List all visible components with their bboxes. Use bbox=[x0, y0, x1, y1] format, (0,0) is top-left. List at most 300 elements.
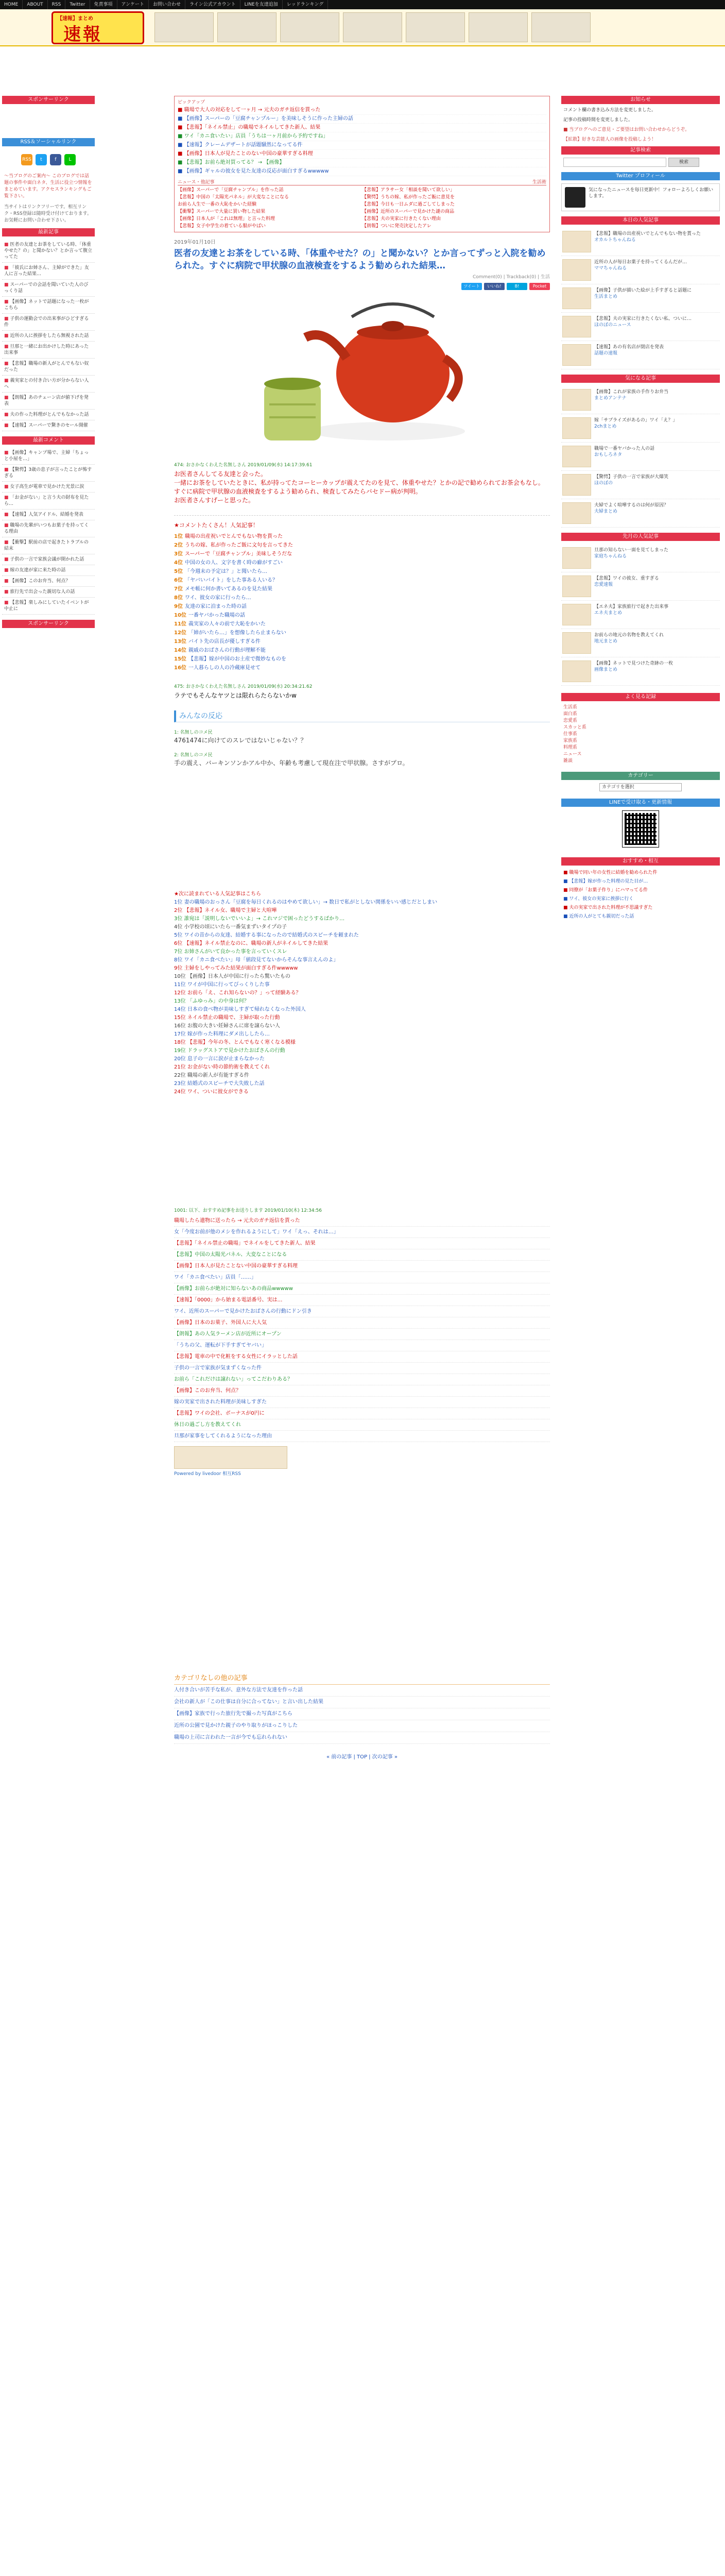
pickup-heading: ピックアップ bbox=[178, 100, 205, 105]
feed-title[interactable]: 職場で一番ヤバかった人の話 bbox=[594, 446, 655, 451]
news-link-right[interactable]: 【画像】近所のスーパーで見かけた謎の商品 bbox=[362, 209, 455, 214]
feed-item[interactable] bbox=[561, 499, 720, 528]
category-link[interactable]: 家族系 bbox=[563, 738, 578, 743]
ranking-item[interactable] bbox=[174, 558, 550, 567]
recent-comment-link[interactable]: 嫁の友達が家に来た時の話 bbox=[10, 568, 66, 573]
recommended-article-link[interactable]: 2位 【悲報】ネイル女、職場で主婦と大喧嘩 bbox=[174, 908, 277, 913]
rss-article-link[interactable]: ワイ、近所のスーパーで見かけたおばさんの行動にドン引き bbox=[174, 1306, 550, 1317]
recommended-article-link[interactable]: 7位 お姉さんがいて良かった事を言っていくスレ bbox=[174, 949, 287, 955]
feed-item[interactable] bbox=[561, 629, 720, 657]
news-link-left[interactable]: 【悲報】女子中学生の着ている服がやばい bbox=[178, 224, 266, 229]
recommended-article-link[interactable]: 19位 ドラッグストアで見かけたおばさんの行動 bbox=[174, 1048, 285, 1054]
top-nav-link[interactable]: RSS bbox=[48, 0, 66, 9]
popular-ranking bbox=[174, 515, 550, 672]
blog-intro: 〜当ブログのご案内〜 このブログでは話題の事件や面白ネタ、生活に役立つ情報をまとめています。アクセスランキングもご覧下さい。 bbox=[4, 174, 92, 199]
recent-comment-item[interactable] bbox=[2, 465, 95, 482]
recommended-article-link[interactable]: 16位 お腹の大きい妊婦さんに席を譲らない人 bbox=[174, 1023, 280, 1029]
feed-source[interactable]: まとめアンテナ bbox=[594, 396, 627, 401]
recent-articles-list bbox=[2, 240, 95, 431]
feed-title[interactable]: 旦那の知らない一面を見てしまった bbox=[594, 548, 669, 553]
news-link-right[interactable]: 【驚愕】うちの嫁、私が作ったご飯に意見を bbox=[362, 195, 455, 200]
top-nav-link[interactable]: お問い合わせ bbox=[149, 0, 185, 9]
top-nav-link[interactable]: HOME bbox=[0, 0, 23, 9]
site-logo[interactable] bbox=[51, 11, 144, 44]
bullet-icon: ■ bbox=[4, 557, 10, 562]
recent-article-item[interactable] bbox=[2, 420, 95, 431]
header-ad-banner[interactable] bbox=[343, 12, 402, 42]
rss-article-link[interactable]: 【画像】日本のお菓子、外国人に大人気 bbox=[174, 1317, 550, 1329]
recommended-article-link[interactable]: ★次に読まれている人気記事はこちら bbox=[174, 891, 261, 897]
recommend-link[interactable]: ■ 夫の実家で出された料理が不思議すぎた bbox=[563, 905, 653, 910]
recent-article-item[interactable] bbox=[2, 280, 95, 297]
top-nav-link[interactable]: アンケート bbox=[117, 0, 149, 9]
facebook-icon[interactable]: f bbox=[50, 154, 61, 165]
recent-comment-link[interactable]: 「お金がない」と言う夫の財布を見たら… bbox=[4, 495, 89, 506]
recommended-article-link[interactable]: 18位 【悲報】今年の冬、とんでもなく寒くなる模様 bbox=[174, 1040, 296, 1045]
ranking-link[interactable]: 「姉がいたら…」を想像したら止まらない bbox=[188, 630, 286, 636]
rss-article-link[interactable]: 【悲報】ワイの会社、ボーナスが0円に bbox=[174, 1408, 550, 1419]
recommend-link[interactable]: ■ 職場で同い年の女性に結婚を勧められた件 bbox=[563, 870, 658, 875]
bullet-icon: ■ bbox=[4, 512, 10, 517]
ranking-link[interactable]: メモ帳に何か書いてあるのを見た結果 bbox=[184, 586, 272, 592]
recent-article-link[interactable]: 医者の友達とお茶をしている時、「体重やせた？の」と聞かない？とか言って腹立ってた bbox=[4, 242, 93, 260]
recent-comment-link[interactable]: 【速報】人気アイドル、結婚を発表 bbox=[10, 512, 83, 517]
recent-article-link[interactable]: 近所の人に挨拶をしたら無視された話 bbox=[10, 333, 89, 338]
feed-thumbnail bbox=[562, 316, 591, 337]
recent-comment-link[interactable]: 女子高生が電車で見かけた光景に涙 bbox=[10, 484, 84, 489]
rss-article-link[interactable]: 【悲報】「ネイル禁止の職場」でネイルをしてきた新人、結果 bbox=[174, 1238, 550, 1249]
recent-article-link[interactable]: 【画像】ネットで話題になった一枚がこちら bbox=[4, 299, 89, 311]
recommended-article-link[interactable]: 6位 【速報】ネイル禁止なのに、職場の新人がネイルしてきた結果 bbox=[174, 941, 329, 946]
top-nav-link[interactable]: LINEを友達追加 bbox=[240, 0, 283, 9]
pocket-button[interactable]: Pocket bbox=[529, 283, 550, 290]
pickup-link[interactable]: ■ ワイ「カニ食いたい」店員「うちは一ヶ月前から予約ですね」 bbox=[178, 132, 546, 141]
feed-title[interactable]: 近所の人が毎日お菓子を持ってくるんだが… bbox=[594, 260, 687, 265]
rss-header: 1001: 以下、おすすめ記事をお送りします 2019/01/10(木) 12:34:56 bbox=[174, 1208, 322, 1213]
feed-source[interactable]: ママちゃんねる bbox=[594, 266, 627, 271]
category-link[interactable]: 雑談 bbox=[563, 758, 573, 764]
rss-article-link[interactable]: お前ら「これだけは譲れない」ってこだわりある？ bbox=[174, 1374, 550, 1385]
recommended-article-link[interactable]: 8位 ワイ「カニ食べたい」母「値段見てないからそんな事言えんのよ」 bbox=[174, 957, 339, 963]
news-link-right[interactable]: 【悲報】アラサー女「相談を聞いて欲しい」 bbox=[362, 188, 455, 193]
other-article-link[interactable]: 近所の公園で見かけた親子のやり取りがほっこりした bbox=[174, 1720, 550, 1732]
news-heading-left: ニュース・他記事 bbox=[178, 180, 215, 185]
news-link-right[interactable]: 【悲報】夫の実家に行きたくない理由 bbox=[362, 216, 441, 222]
recent-article-link[interactable]: 義実家との付き合い方が分からない人へ bbox=[4, 378, 89, 389]
recommended-ranking-list bbox=[174, 890, 550, 1096]
info-text: 記事の投稿時間を変更しました。 bbox=[563, 117, 633, 123]
rss-article-link[interactable]: 休日の過ごし方を教えてくれ bbox=[174, 1419, 550, 1431]
rss-article-link[interactable]: 【画像】お前らが絶対に知らないあの商品wwwww bbox=[174, 1283, 550, 1295]
ranking-link[interactable]: 一番ヤバかった職場の話 bbox=[188, 613, 245, 618]
feed-item[interactable] bbox=[561, 284, 720, 313]
line-qr-code[interactable] bbox=[623, 811, 659, 847]
feed-item[interactable] bbox=[561, 572, 720, 601]
response-line: すぐに病院で甲状腺の血液検査をするよう勧められ、検査してみたらバセドー病が判明。 bbox=[174, 488, 422, 495]
feed-title[interactable]: 【悲報】ワイの彼女、重すぎる bbox=[594, 576, 659, 581]
recent-article-link[interactable]: 旦那と一緒にお出かけした時にあった出来事 bbox=[4, 344, 89, 355]
bullet-icon: ■ bbox=[4, 242, 10, 247]
feed-item[interactable] bbox=[561, 228, 720, 256]
pickup-link[interactable]: ■ 【画像】ギャルの彼女を見た友達の反応が面白すぎるwwwww bbox=[178, 167, 546, 176]
logo-subtitle: 【速報】まとめ bbox=[57, 16, 93, 22]
ranking-link[interactable]: うちの嫁、私が作ったご飯に文句を言ってきた bbox=[184, 543, 293, 548]
ranking-link[interactable]: 一人暮らしの人の冷蔵庫見せて bbox=[188, 665, 261, 671]
recommended-article-link[interactable]: 14位 日本の食べ物が美味しすぎて帰れなくなった外国人 bbox=[174, 1007, 306, 1012]
article-title[interactable]: 医者の友達とお茶をしている時、「体重やせた？の」と聞かない？とか言ってずっと入院を勧められた。すぐに病院で甲状腺の血液検査をするよう勧められた結果… bbox=[174, 248, 546, 271]
ranking-item[interactable] bbox=[174, 594, 550, 602]
recommend-link[interactable]: ■ 【悲報】嫁が作った料理の見た目が… bbox=[563, 879, 648, 884]
feed-title[interactable]: 【速報】あの有名店が閉店を発表 bbox=[594, 345, 664, 350]
recommended-article-link[interactable]: 9位 主婦をしやってみた結果が面白すぎる件wwwww bbox=[174, 965, 298, 971]
ranking-item[interactable] bbox=[174, 602, 550, 611]
share-buttons bbox=[174, 283, 550, 291]
recommended-article-link[interactable]: 23位 結婚式のスピーチで大失敗した話 bbox=[174, 1081, 265, 1087]
news-link-left[interactable]: 【衝撃】スーパーで大量に買い物した結果 bbox=[178, 209, 266, 214]
category-link[interactable]: 生活系 bbox=[563, 705, 578, 710]
category-link[interactable]: スカッと系 bbox=[563, 725, 586, 730]
recent-comment-link[interactable]: 【悲報】楽しみにしていたイベントが中止に bbox=[4, 600, 89, 612]
ranking-item[interactable] bbox=[174, 567, 550, 576]
recent-comment-item[interactable] bbox=[2, 510, 95, 520]
feed-title[interactable]: 夫婦でよく喧嘩するのは何が原因？ bbox=[594, 503, 669, 508]
feed-source[interactable]: 地元まとめ bbox=[594, 639, 618, 644]
top-nav-link[interactable]: レッドランキング bbox=[283, 0, 329, 9]
section-title-info: お知らせ bbox=[561, 96, 720, 104]
feed-title[interactable]: 【悲報】夫の実家に行きたくない私、ついに… bbox=[594, 316, 692, 321]
rss-powered-by[interactable]: Powered by livedoor 相互RSS bbox=[174, 1471, 241, 1477]
news-row bbox=[178, 187, 546, 194]
ranking-number: 7位 bbox=[174, 586, 183, 592]
other-article-link[interactable]: 【画像】家族で行った旅行先で撮った写真がこちら bbox=[174, 1708, 550, 1720]
feed-thumbnail bbox=[562, 474, 591, 496]
recent-article-item[interactable] bbox=[2, 314, 95, 331]
ranking-item[interactable] bbox=[174, 585, 550, 594]
twitter-profile[interactable] bbox=[561, 183, 720, 211]
ranking-number: 10位 bbox=[174, 613, 186, 618]
article-date: 2019年01月10日 bbox=[174, 240, 216, 245]
line-icon[interactable]: L bbox=[64, 154, 76, 165]
hatena-button[interactable]: B! bbox=[507, 283, 527, 290]
recent-article-item[interactable] bbox=[2, 393, 95, 410]
feed-title[interactable]: 【画像】子供が描いた絵が上手すぎると話題に bbox=[594, 288, 692, 293]
rss-icon[interactable]: RSS bbox=[21, 154, 32, 165]
category-link[interactable]: 仕事系 bbox=[563, 732, 578, 737]
feed-source[interactable]: おもしろネタ bbox=[594, 452, 623, 457]
news-link-left[interactable]: お前ら人生で一番の大恥をかいた経験 bbox=[178, 202, 257, 207]
ranking-item[interactable] bbox=[174, 646, 550, 655]
header-ad-banner[interactable] bbox=[531, 12, 591, 42]
feed-thumbnail bbox=[562, 446, 591, 467]
ranking-item[interactable] bbox=[174, 637, 550, 646]
rss-article-link[interactable]: 【朗報】あの人気ラーメン店が近所にオープン bbox=[174, 1329, 550, 1340]
feed-title[interactable]: 【悲報】職場の出産祝いでとんでもない物を貰った bbox=[594, 231, 701, 236]
feed-title[interactable]: 嫁「サプライズがあるの」ワイ「え？」 bbox=[594, 418, 678, 423]
feed-thumbnail bbox=[562, 287, 591, 309]
ranking-link[interactable]: 【悲報】嫁が中国のお土産で微妙なものを bbox=[188, 656, 286, 662]
rss-article-link[interactable]: 旦那が家事をしてくれるようになった理由 bbox=[174, 1431, 550, 1442]
feed-source[interactable]: エネ夫まとめ bbox=[594, 611, 623, 616]
recent-comment-item[interactable] bbox=[2, 598, 95, 615]
other-article-link[interactable]: 職場の上司に言われた一言が今でも忘れられない bbox=[174, 1732, 550, 1744]
recommended-article-link[interactable]: 12位 お前ら「え、これ知らないの？」って経験ある？ bbox=[174, 990, 301, 996]
recent-article-item[interactable] bbox=[2, 297, 95, 314]
bullet-icon: ■ bbox=[4, 344, 10, 349]
ranking-item[interactable] bbox=[174, 541, 550, 550]
feed-source[interactable]: オカルトちゃんねる bbox=[594, 238, 636, 243]
feed-title[interactable]: 【画像】ネットで見つけた奇跡の一枚 bbox=[594, 661, 674, 666]
rss-article-link[interactable]: 【画像】日本人が見たことない中国の豪華すぎる料理 bbox=[174, 1261, 550, 1272]
feed-item[interactable] bbox=[561, 414, 720, 443]
news-link-right[interactable]: 【悲報】今日も一日ムダに過ごしてしまった bbox=[362, 202, 455, 207]
bullet-icon: ■ bbox=[4, 412, 10, 417]
bullet-icon: ■ bbox=[4, 378, 10, 383]
news-row bbox=[178, 215, 546, 223]
rss-article-link[interactable]: 「うちの父、運転が下手すぎてヤバい」 bbox=[174, 1340, 550, 1351]
header-ad-banner[interactable] bbox=[469, 12, 528, 42]
search-button[interactable]: 検索 bbox=[668, 158, 699, 167]
recommend-link[interactable]: ■ ワイ、彼女の実家に挨拶に行く bbox=[563, 896, 634, 902]
rss-banner[interactable] bbox=[174, 1446, 287, 1469]
feed-source[interactable]: 2chまとめ bbox=[594, 424, 617, 429]
category-link[interactable]: 面白系 bbox=[563, 711, 578, 717]
pickup-link[interactable]: ■ 【悲報】「ネイル禁止」の職場でネイルしてきた新人、結果 bbox=[178, 124, 546, 132]
article-meta[interactable]: Comment(0) | Trackback(0) | 生活 bbox=[472, 275, 550, 280]
recent-comment-item[interactable] bbox=[2, 493, 95, 510]
ranking-item[interactable] bbox=[174, 532, 550, 541]
ranking-link[interactable]: 親戚のおばさんの行動が理解不能 bbox=[188, 648, 266, 653]
main-content bbox=[174, 96, 550, 1760]
recommended-article-link[interactable]: 13位 「ふゆっみ」の中身は何？ bbox=[174, 998, 249, 1004]
recommended-article-link[interactable]: 17位 嫁が作った料理にダメ出ししたら… bbox=[174, 1031, 270, 1037]
rss-article-link[interactable]: 女「今度お前が他のメシを作れるようにして」ワイ「えっ、それは…」 bbox=[174, 1227, 550, 1238]
feed-text bbox=[594, 287, 692, 309]
category-link[interactable]: ニュース bbox=[563, 752, 582, 757]
section-title-category: カテゴリー bbox=[561, 772, 720, 780]
ranking-item[interactable] bbox=[174, 664, 550, 672]
recent-article-item[interactable] bbox=[2, 342, 95, 359]
feed-item[interactable] bbox=[561, 471, 720, 499]
news-link-left[interactable]: 【画像】日本人が「これは無理」と言った料理 bbox=[178, 216, 275, 222]
feed-item[interactable] bbox=[561, 386, 720, 414]
bullet-icon: ■ bbox=[4, 540, 10, 545]
ranking-link[interactable]: 職場の出産祝いでとんでもない物を貰った bbox=[184, 534, 283, 539]
ranking-item[interactable] bbox=[174, 611, 550, 620]
recent-comment-link[interactable]: 旅行先で出会った親切な人の話 bbox=[10, 589, 75, 595]
rss-article-link[interactable]: 嫁の実家で出された料理が美味しすぎた bbox=[174, 1397, 550, 1408]
ranking-item[interactable] bbox=[174, 629, 550, 637]
ranking-number: 9位 bbox=[174, 604, 183, 609]
ranking-link[interactable]: バイト先の店長が優しすぎる件 bbox=[188, 639, 261, 645]
feed-item[interactable] bbox=[561, 657, 720, 686]
ranking-link[interactable]: 友達の家に泊まった時の話 bbox=[184, 604, 247, 609]
recent-article-item[interactable] bbox=[2, 240, 95, 263]
news-link-left[interactable]: 【悲報】中国の「太陽光パネル」が大変なことになる bbox=[178, 195, 289, 200]
feed-title[interactable]: 【驚愕】子供の一言で家族が大爆笑 bbox=[594, 474, 669, 480]
recent-comment-item[interactable] bbox=[2, 576, 95, 587]
recent-comment-item[interactable] bbox=[2, 554, 95, 565]
feed-text bbox=[594, 446, 654, 467]
info-text: 【拡散】好きな芸能人の画像を投稿しよう！ bbox=[563, 137, 657, 142]
rss-article-link[interactable]: 【悲報】電車の中で化粧をする女性にイラッとした話 bbox=[174, 1351, 550, 1363]
ranking-link[interactable]: 中国の女の人、文字を書く時の癖がすごい bbox=[184, 560, 283, 566]
recent-comment-link[interactable]: 【画像】キャンプ場で、主婦「ちょっと小屋を…」 bbox=[4, 450, 89, 462]
recent-comment-link[interactable]: 【驚愕】3歳の息子が言ったことが怖すぎる bbox=[4, 467, 92, 479]
category-select[interactable]: カテゴリを選択 bbox=[599, 783, 682, 791]
recent-article-link[interactable]: 「彼氏にお姉さん、主婦ができた」友人に言った結果… bbox=[4, 265, 89, 277]
feed-source[interactable]: 話題の速報 bbox=[594, 351, 618, 356]
other-article-link[interactable]: 人付き合いが苦手な私が、意外な方法で友達を作った話 bbox=[174, 1685, 550, 1697]
ranking-item[interactable] bbox=[174, 550, 550, 558]
rss-feed-box bbox=[174, 1207, 550, 1477]
ranking-link[interactable]: ワイ、彼女の家に行ったら… bbox=[184, 595, 251, 601]
recent-article-item[interactable] bbox=[2, 410, 95, 420]
feed-item[interactable] bbox=[561, 313, 720, 341]
feed-item[interactable] bbox=[561, 256, 720, 284]
news-row bbox=[178, 201, 546, 208]
feed-source[interactable]: 生活まとめ bbox=[594, 294, 618, 299]
feed-item[interactable] bbox=[561, 443, 720, 471]
other-article-link[interactable]: 会社の新人が「この仕事は自分に合ってない」と言い出した結果 bbox=[174, 1697, 550, 1708]
header-ad-banner[interactable] bbox=[280, 12, 339, 42]
ranking-item[interactable] bbox=[174, 620, 550, 629]
recommended-article-link[interactable]: 4位 小学校の頃にいたら一番気まずいタイプの子 bbox=[174, 924, 287, 930]
feed-item[interactable] bbox=[561, 341, 720, 369]
recent-comment-link[interactable]: 【画像】このお弁当、何点？ bbox=[10, 579, 71, 584]
sns-links bbox=[2, 149, 95, 170]
recommend-link[interactable]: ■ 同僚が「お菓子作り」にハマってる件 bbox=[563, 888, 648, 893]
feed-source[interactable]: 恋愛速報 bbox=[594, 582, 613, 587]
feed-thumbnail bbox=[562, 344, 591, 366]
recent-comment-item[interactable] bbox=[2, 587, 95, 598]
recent-article-link[interactable]: 夫の作った料理がとんでもなかった話 bbox=[10, 412, 89, 417]
recent-article-link[interactable]: 【朗報】あのチェーン店が値下げを発表 bbox=[4, 395, 89, 406]
rss-article-link[interactable]: 子供の一言で家族が気まずくなった件 bbox=[174, 1363, 550, 1374]
ranking-link[interactable]: 「ヤバいバイト」をした事ある人いる？ bbox=[184, 578, 278, 583]
recent-article-item[interactable] bbox=[2, 331, 95, 342]
top-nav-link[interactable]: ABOUT bbox=[23, 0, 47, 9]
recent-comment-item[interactable] bbox=[2, 448, 95, 465]
recent-comment-link[interactable]: 職場の先輩がいつもお菓子を持ってくる理由 bbox=[4, 523, 89, 534]
news-link-left[interactable]: 【画像】スーパーで「豆腐チャンプル」を作った話 bbox=[178, 188, 284, 193]
recent-article-item[interactable] bbox=[2, 359, 95, 376]
tweet-button[interactable]: ツイート bbox=[461, 283, 482, 290]
feed-source[interactable]: 家庭ちゃんねる bbox=[594, 554, 627, 559]
rss-article-link[interactable]: 職場したら遺物に送ったら → 元夫のガチ返信を貰った bbox=[174, 1215, 550, 1227]
ranking-link[interactable]: 義実家の人々の前で大恥をかいた bbox=[188, 621, 266, 627]
pickup-link[interactable]: ■ 【画像】日本人が見たことのない中国の豪華すぎる料理 bbox=[178, 150, 546, 159]
recent-article-link[interactable]: 【速報】スーパーで驚きのセール開催 bbox=[10, 423, 88, 428]
twitter-icon[interactable]: t bbox=[36, 154, 47, 165]
top-nav-link[interactable]: ライン公式アカウント bbox=[185, 0, 240, 9]
feed-title[interactable]: 【画像】これが家族の手作りお弁当 bbox=[594, 389, 669, 395]
pickup-link[interactable]: ■ 【画像】スーパーの「豆腐チャンプルー」を美味しそうに作った主婦の話 bbox=[178, 115, 546, 124]
ranking-item[interactable] bbox=[174, 576, 550, 585]
recommended-article-link[interactable]: 10位 【画像】日本人が中国に行ったら驚いたもの bbox=[174, 974, 290, 979]
other-articles-list bbox=[174, 1685, 550, 1744]
rss-article-link[interactable]: ワイ「カニ食べたい」店員「……」 bbox=[174, 1272, 550, 1283]
reaction-list bbox=[174, 728, 550, 768]
ranking-item[interactable] bbox=[174, 655, 550, 664]
recent-article-link[interactable]: 子供の運動会での出来事がひどすぎる件 bbox=[4, 316, 89, 328]
recent-article-link[interactable]: 【悲報】職場の新人がとんでもない奴だった bbox=[4, 361, 89, 372]
feed-item[interactable] bbox=[561, 544, 720, 572]
recent-comment-item[interactable] bbox=[2, 565, 95, 576]
rss-article-link[interactable]: 【速報】「0000」から始まる電話番号、実は… bbox=[174, 1295, 550, 1306]
feed-source[interactable]: 画像まとめ bbox=[594, 667, 618, 672]
feed-title[interactable]: お前らの地元の名物を教えてくれ bbox=[594, 633, 664, 638]
info-text: ■ 当ブログへのご意見・ご要望はお問い合わせからどうぞ。 bbox=[563, 127, 690, 132]
rss-article-link[interactable]: 【画像】このお弁当、何点？ bbox=[174, 1385, 550, 1397]
recent-comment-item[interactable] bbox=[2, 482, 95, 493]
recommended-article-link[interactable]: 21位 お金がない時の節約術を教えてくれ bbox=[174, 1064, 270, 1070]
feed-source[interactable]: ほのぼの bbox=[594, 481, 613, 486]
bullet-icon: ■ bbox=[4, 423, 10, 428]
recent-article-item[interactable] bbox=[2, 376, 95, 393]
category-link[interactable]: 料理系 bbox=[563, 745, 578, 750]
recommended-article-link[interactable]: 5位 ワイの昔からの友達、結婚する事になったので結婚式のスピーチを頼まれた bbox=[174, 933, 359, 938]
pager[interactable]: « 前の記事 | TOP | 次の記事 » bbox=[326, 1754, 398, 1760]
category-link[interactable]: 恋愛系 bbox=[563, 718, 578, 723]
recommended-article-link[interactable]: 11位 ワイが中国に行ってびっくりした事 bbox=[174, 982, 270, 988]
recommended-article-link[interactable]: 24位 ワイ、ついに彼女ができる bbox=[174, 1089, 249, 1095]
feed-item[interactable] bbox=[561, 601, 720, 629]
recent-comment-link[interactable]: 子供の一言で家族会議が開かれた話 bbox=[10, 557, 84, 562]
section-title-popular3: 先月の人気記事 bbox=[561, 533, 720, 541]
recommended-article-link[interactable]: 1位 妻の職場のおっさん「豆腐を毎日くれるのはやめて欲しい」→ 数日で私がとしない関係をいい感じだとしまい bbox=[174, 900, 438, 905]
feed-thumbnail bbox=[562, 604, 591, 625]
header-ad-banner[interactable] bbox=[406, 12, 465, 42]
pickup-link[interactable]: ■ 【悲報】お前ら絶対買ってる？ → 【画像】 bbox=[178, 159, 546, 167]
reaction-header: 2: 名無しのコメ民 bbox=[174, 753, 213, 758]
recent-comment-link[interactable]: 【衝撃】駅前の店で起きたトラブルの結末 bbox=[4, 540, 89, 551]
recent-article-link[interactable]: スーパーでの会話を聞いていた人のびっくり話 bbox=[4, 282, 89, 294]
feed-thumbnail bbox=[562, 259, 591, 281]
header-ad-banner[interactable] bbox=[217, 12, 277, 42]
ranking-number: 2位 bbox=[174, 543, 183, 548]
feed-title[interactable]: 【エネ夫】家族旅行で起きた出来事 bbox=[594, 604, 669, 609]
ad-space bbox=[174, 1096, 550, 1199]
rss-article-link[interactable]: 【悲報】中国の太陽光パネル、大変なことになる bbox=[174, 1249, 550, 1261]
pickup-link[interactable]: ■ 職場で大人の対応をして一ヶ月 → 元夫のガチ返信を貰った bbox=[178, 106, 546, 115]
pickup-link[interactable]: ■ 【速報】クレームデザートが話題騒然になってる件 bbox=[178, 141, 546, 150]
recommended-article-link[interactable]: 3位 誰宛は「説明しないでいいよ」→ これマジで困ったどうするばかり… bbox=[174, 916, 345, 922]
recent-article-item[interactable] bbox=[2, 263, 95, 280]
recommend-link[interactable]: ■ 近所の人がとても親切だった話 bbox=[563, 914, 634, 919]
ranking-number: 12位 bbox=[174, 630, 186, 636]
news-link-right[interactable]: 【朗報】ついに発売決定したアレ bbox=[362, 224, 431, 229]
top-nav-link[interactable]: Twitter bbox=[65, 0, 90, 9]
feed-source[interactable]: ほのぼのニュース bbox=[594, 323, 631, 328]
section-title-line: LINEで受け取る・更新情報 bbox=[561, 799, 720, 807]
ranking-number: 1位 bbox=[174, 534, 183, 539]
feed-source[interactable]: 夫婦まとめ bbox=[594, 509, 618, 514]
top-nav-link[interactable]: 免責事項 bbox=[90, 0, 117, 9]
search-input[interactable] bbox=[563, 158, 666, 167]
ranking-number: 6位 bbox=[174, 578, 183, 583]
recommended-article-link[interactable]: 22位 職場の新人が有能すぎる件 bbox=[174, 1073, 249, 1078]
recommended-article-link[interactable]: 20位 息子の一言に涙が止まらなかった bbox=[174, 1056, 265, 1062]
teapot-and-tea-illustration bbox=[249, 296, 475, 451]
ranking-link[interactable]: 「今週末の予定は？」と聞いたら… bbox=[184, 569, 267, 574]
recent-comment-item[interactable] bbox=[2, 537, 95, 554]
ad-space bbox=[174, 772, 550, 885]
ranking-link[interactable]: スーパーで「豆腐チャンプル」美味しそうだな bbox=[184, 551, 292, 557]
recommended-article-link[interactable]: 15位 ネイル禁止の職場で、主婦が取った行動 bbox=[174, 1015, 280, 1021]
recent-comment-item[interactable] bbox=[2, 520, 95, 537]
facebook-like-button[interactable]: いいね! bbox=[484, 283, 505, 290]
header-ad-banner[interactable] bbox=[154, 12, 214, 42]
